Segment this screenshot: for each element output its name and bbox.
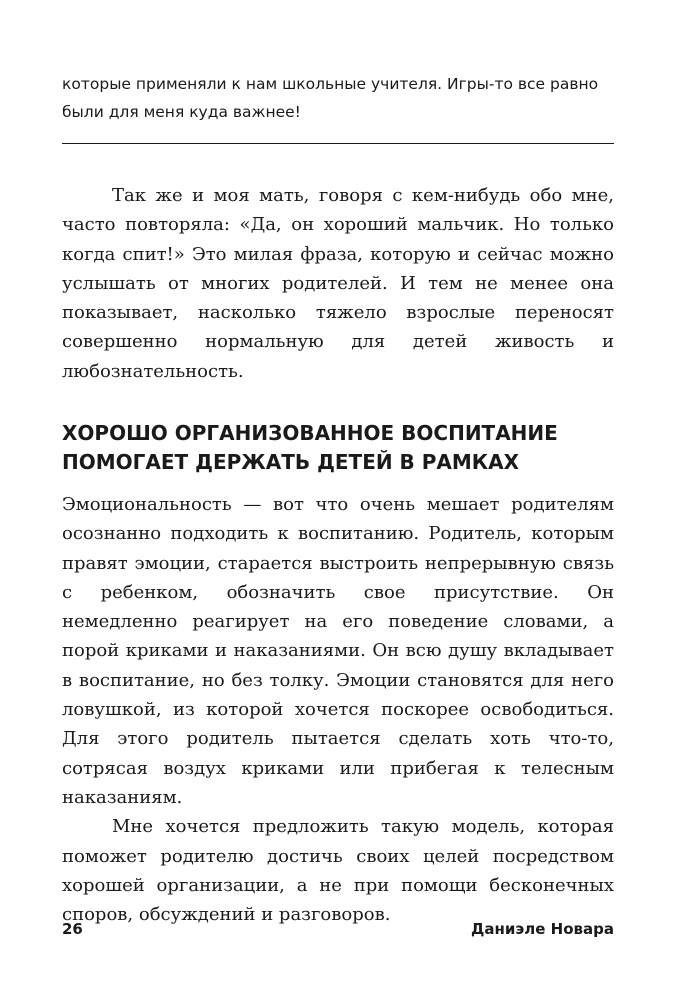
paragraph: Так же и моя мать, говоря с кем-нибудь обо мне, часто повторяла: «Да, он хороший мальчик. Но только когда спит!» Это милая фраза, которую и сейчас можно услышать от многих родителей. И тем не менее она показывает, насколько тяжело взрослые переносят совершенно нормальную для детей живость и любознательность. xyxy=(62,185,614,382)
page-footer xyxy=(62,920,614,944)
quote-block xyxy=(62,70,622,126)
quote-line: были для меня куда важнее! xyxy=(62,103,301,121)
paragraph: Мне хочется предложить такую модель, которая поможет родителю достичь своих целей посредством хорошей организации, а не при помощи бесконечных споров, обсуждений и разговоров. xyxy=(62,816,614,926)
page-number: 26 xyxy=(62,920,83,938)
divider xyxy=(62,143,614,144)
paragraph: Эмоциональность — вот что очень мешает родителям осознанно подходить к воспитанию. Родитель, которым правят эмоции, старается выстроить непрерывную связь с ребенком, обозначить свое присутствие. Он немедленно реагирует на его поведение словами, а порой криками и наказаниями. Он всю душу вкладывает в воспитание, но без толку. Эмоции становятся для него ловушкой, из которой хочется поскорее освободиться. Для этого родитель пытается сделать хоть что-то, сотрясая воздух криками или прибегая к телесным наказаниям. xyxy=(62,494,614,808)
section-body xyxy=(62,490,614,929)
section-heading: ХОРОШО ОРГАНИЗОВАННОЕ ВОСПИТАНИЕ ПОМОГАЕТ ДЕРЖАТЬ ДЕТЕЙ В РАМКАХ xyxy=(62,421,558,474)
quote-line: которые применяли к нам школьные учителя. Игры-то все равно xyxy=(62,75,599,93)
body-block xyxy=(62,181,614,386)
author-name: Даниэле Новара xyxy=(471,920,614,938)
